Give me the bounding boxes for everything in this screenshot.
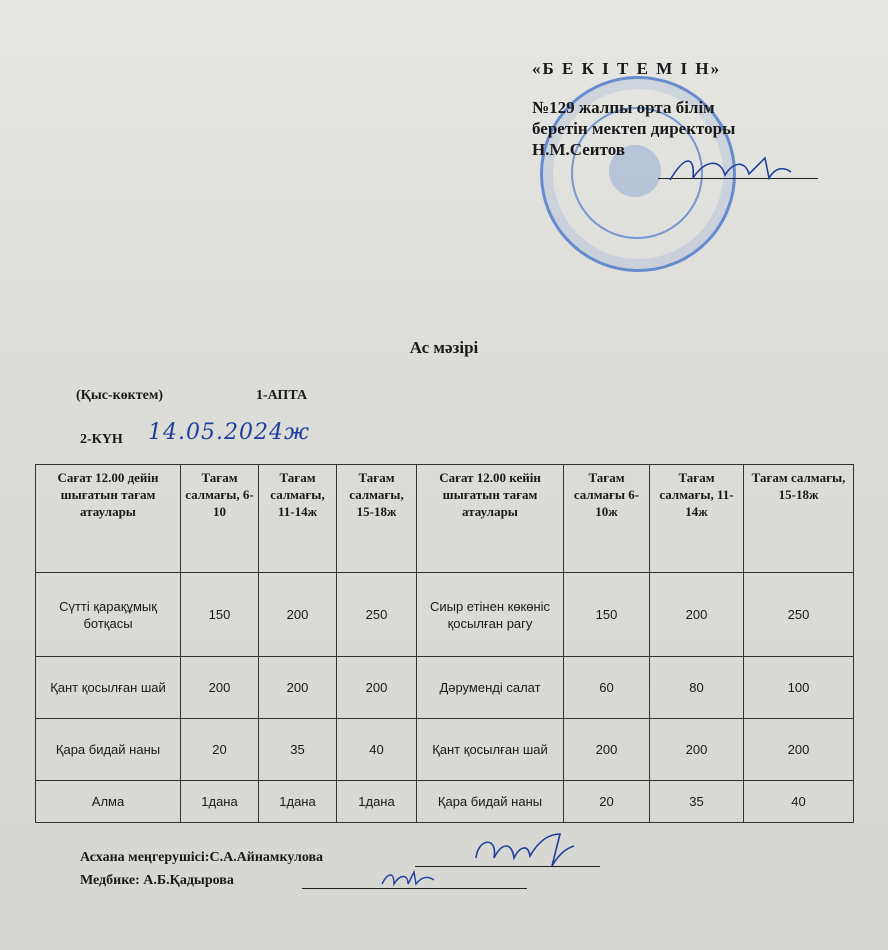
table-cell: 1дана	[181, 781, 259, 823]
table-cell: 150	[181, 573, 259, 657]
header-cell: Тағам салмағы, 15-18ж	[744, 465, 854, 573]
table-cell: 35	[650, 781, 744, 823]
table-cell: Қант қосылған шай	[417, 719, 564, 781]
table-cell: 200	[564, 719, 650, 781]
table-cell: Қара бидай наны	[417, 781, 564, 823]
menu-table	[35, 464, 854, 823]
table-cell: 40	[337, 719, 417, 781]
table-cell: 100	[744, 657, 854, 719]
table-cell: 20	[181, 719, 259, 781]
approval-line-3: Н.М.Сеитов	[532, 140, 625, 159]
table-cell: 20	[564, 781, 650, 823]
table-cell: 35	[259, 719, 337, 781]
table-cell: 200	[744, 719, 854, 781]
table-row	[36, 719, 854, 781]
table-header-row	[36, 465, 854, 573]
header-cell: Сағат 12.00 дейін шығатын тағам атаулары	[36, 465, 181, 573]
season-label: (Қыс-көктем)	[76, 388, 164, 403]
table-row	[36, 573, 854, 657]
table-cell: 1дана	[259, 781, 337, 823]
approval-line-2: беретін мектеп директоры	[532, 119, 736, 138]
header-cell: Тағам салмағы, 11-14ж	[259, 465, 337, 573]
table-cell: 250	[337, 573, 417, 657]
table-cell: 200	[259, 657, 337, 719]
nurse-signature-label: Медбике: А.Б.Қадырова	[80, 873, 234, 888]
table-cell: Сиыр етінен көкөніс қосылған рагу	[417, 573, 564, 657]
nurse-signature	[378, 866, 438, 890]
table-cell: Дәруменді салат	[417, 657, 564, 719]
table-row	[36, 781, 854, 823]
table-cell: 60	[564, 657, 650, 719]
table-cell: 250	[744, 573, 854, 657]
handwritten-date: 14.05.2024ж	[148, 420, 310, 445]
header-cell: Тағам салмағы, 11-14ж	[650, 465, 744, 573]
cook-signature	[468, 828, 578, 872]
director-signature	[665, 150, 795, 190]
table-cell: 150	[564, 573, 650, 657]
header-cell: Тағам салмағы, 15-18ж	[337, 465, 417, 573]
table-cell: 200	[650, 719, 744, 781]
table-cell: Алма	[36, 781, 181, 823]
day-label: 2-КҮН	[80, 432, 123, 447]
header-cell: Тағам салмағы, 6-10	[181, 465, 259, 573]
table-row	[36, 657, 854, 719]
table-cell: 200	[181, 657, 259, 719]
table-cell: Қант қосылған шай	[36, 657, 181, 719]
table-cell: 1дана	[337, 781, 417, 823]
cook-signature-label: Асхана меңгерушісі:С.А.Айнамкулова	[80, 850, 324, 865]
table-cell: 200	[337, 657, 417, 719]
approval-line-1: №129 жалпы орта білім	[532, 98, 715, 117]
header-cell: Тағам салмағы 6-10ж	[564, 465, 650, 573]
approval-heading: «Б Е К І Т Е М І Н»	[532, 59, 722, 78]
page-title: Ас мәзірі	[409, 338, 479, 357]
week-label: 1-АПТА	[256, 388, 308, 403]
approval-block	[532, 58, 832, 160]
table-cell: 200	[650, 573, 744, 657]
table-cell: 40	[744, 781, 854, 823]
header-cell: Сағат 12.00 кейін шығатын тағам атаулары	[417, 465, 564, 573]
table-cell: 80	[650, 657, 744, 719]
table-cell: Қара бидай наны	[36, 719, 181, 781]
table-cell: Сүтті қарақұмық ботқасы	[36, 573, 181, 657]
table-cell: 200	[259, 573, 337, 657]
